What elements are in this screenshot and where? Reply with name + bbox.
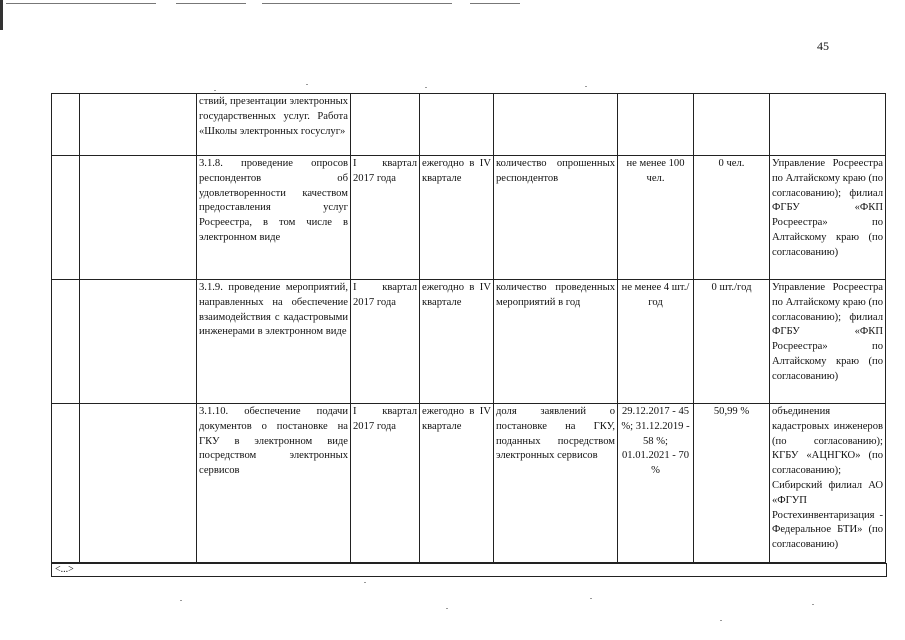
activity-cell: 3.1.8. проведение опросов респондентов об удовлетворенности качеством предоставления услуг Росреестра, в том числе в электронном виде [197, 156, 351, 280]
actual-cell: 0 чел. [694, 156, 770, 280]
scan-speck [364, 582, 366, 583]
indicator-cell: доля заявлений о постановке на ГКУ, поданных посредством электронных сервисов [494, 404, 618, 563]
table-row [52, 94, 886, 156]
section-cell [80, 94, 197, 156]
scan-speck [425, 87, 427, 88]
responsible-cell: Управление Росреестра по Алтайскому краю (по согласованию); филиал ФГБУ «ФКП Росреестра» по Алтайскому краю (по согласованию) [770, 156, 886, 280]
scan-speck [214, 90, 216, 91]
activity-cell: 3.1.10. обеспечение подачи документов о постановке на ГКУ в электронном виде посредством электронных сервисов [197, 404, 351, 563]
scan-speck [590, 598, 592, 599]
period-cell: I квартал 2017 года [351, 280, 420, 404]
indicator-cell [494, 94, 618, 156]
section-cell [80, 156, 197, 280]
scan-speck [585, 86, 587, 87]
indicator-cell: количество проведенных мероприятий в год [494, 280, 618, 404]
target-cell: не менее 100 чел. [618, 156, 694, 280]
period-cell [351, 94, 420, 156]
indicator-cell: количество опрошенных респондентов [494, 156, 618, 280]
scan-edge-mark [0, 0, 3, 30]
frequency-cell: ежегодно в IV квартале [420, 156, 494, 280]
number-cell [52, 94, 80, 156]
table-nav-marker [51, 563, 887, 577]
responsible-cell: Управление Росреестра по Алтайскому краю (по согласованию); филиал ФГБУ «ФКП Росреестра» по Алтайскому краю (по согласованию) [770, 280, 886, 404]
target-cell [618, 94, 694, 156]
target-cell: не менее 4 шт./год [618, 280, 694, 404]
responsible-cell: объединения кадастровых инженеров (по согласованию); КГБУ «АЦНГКО» (по согласованию); Сибирский филиал АО «ФГУП Ростехинвентаризация - Федеральное БТИ» (по согласованию) [770, 404, 886, 563]
frequency-cell: ежегодно в IV квартале [420, 280, 494, 404]
actual-cell: 50,99 % [694, 404, 770, 563]
table-row [52, 280, 886, 404]
section-cell [80, 404, 197, 563]
scan-speck [306, 84, 308, 85]
scan-top-line [176, 3, 246, 4]
scan-speck [180, 600, 182, 601]
number-cell [52, 280, 80, 404]
actual-cell: 0 шт./год [694, 280, 770, 404]
scan-speck [720, 620, 722, 621]
nav-marker-text: <...> [55, 564, 74, 575]
scan-top-line [6, 3, 156, 4]
actual-cell [694, 94, 770, 156]
frequency-cell: ежегодно в IV квартале [420, 404, 494, 563]
page-number: 45 [817, 39, 829, 53]
number-cell [52, 404, 80, 563]
activity-cell: 3.1.9. проведение мероприятий, направленных на обеспечение взаимодействия с кадастровыми инженерами в электронном виде [197, 280, 351, 404]
responsible-cell [770, 94, 886, 156]
table-row [52, 156, 886, 280]
scan-top-line [470, 3, 520, 4]
section-cell [80, 280, 197, 404]
target-cell: 29.12.2017 - 45 %; 31.12.2019 - 58 %; 01.01.2021 - 70 % [618, 404, 694, 563]
table-row [52, 404, 886, 563]
measures-table [51, 93, 886, 563]
period-cell: I квартал 2017 года [351, 404, 420, 563]
scan-speck [446, 608, 448, 609]
number-cell [52, 156, 80, 280]
activity-cell: ствий, презентации электронных государственных услуг. Работа «Школы электронных госуслуг» [197, 94, 351, 156]
period-cell: I квартал 2017 года [351, 156, 420, 280]
scan-top-line [262, 3, 452, 4]
frequency-cell [420, 94, 494, 156]
scan-speck [812, 604, 814, 605]
